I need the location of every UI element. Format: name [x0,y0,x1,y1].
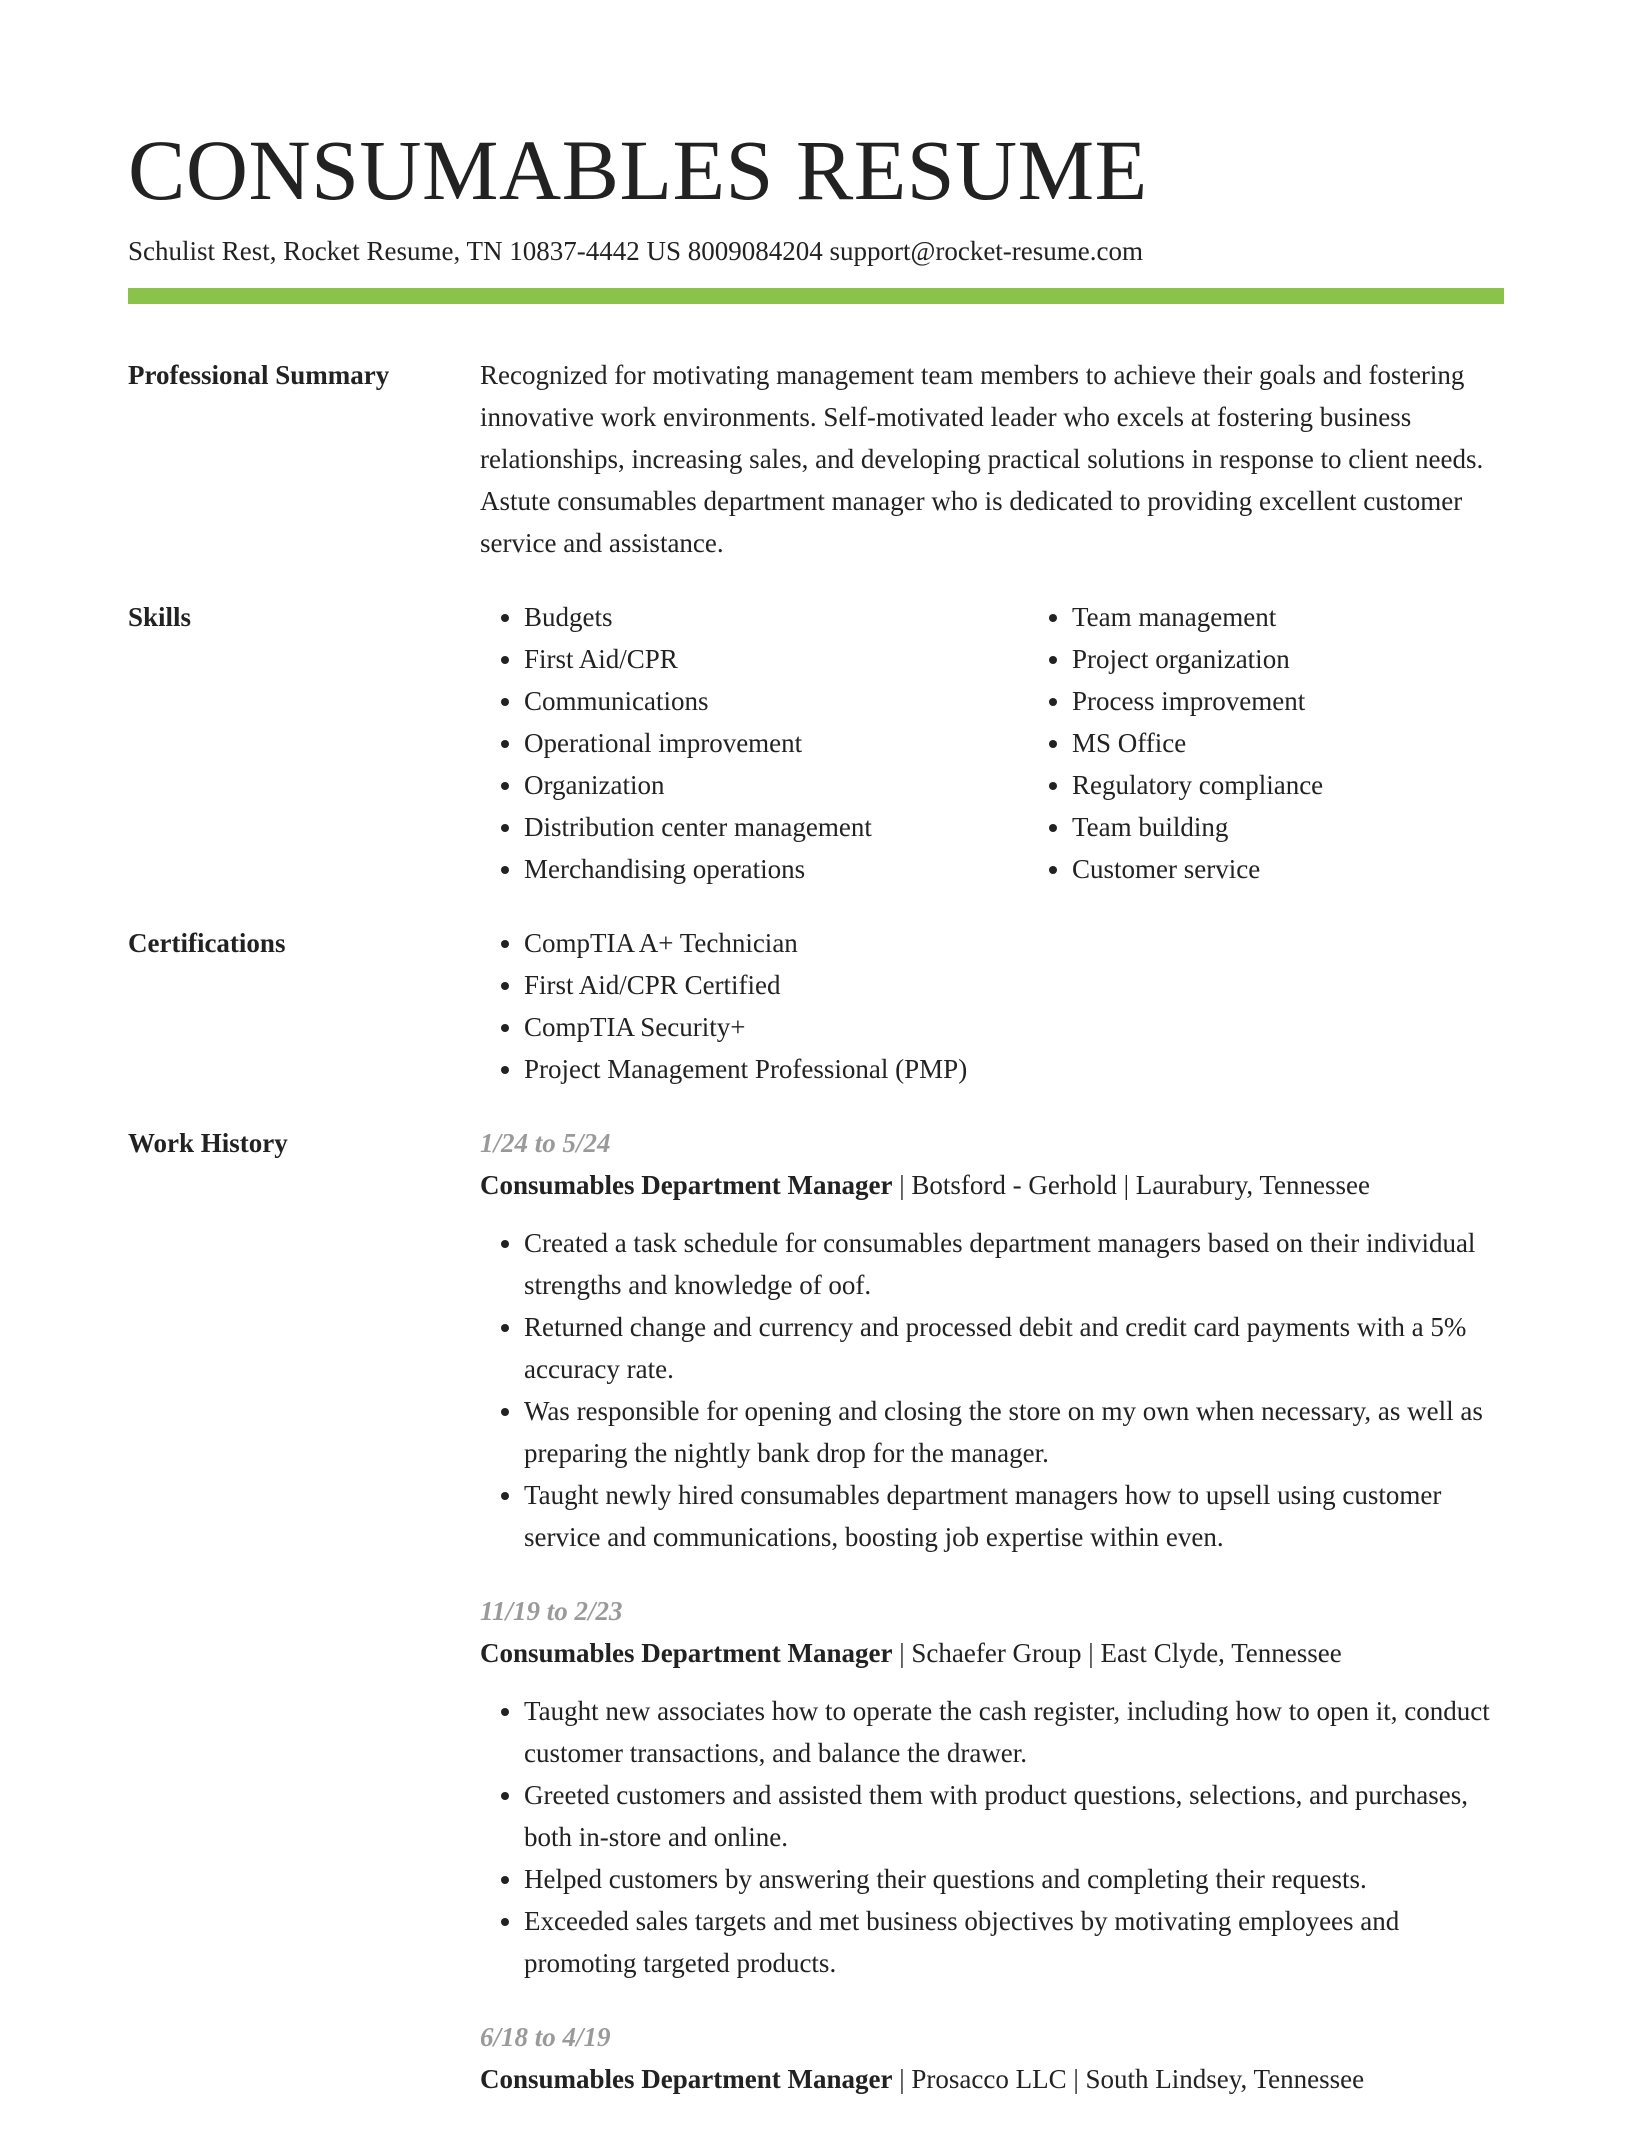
job-dates: 6/18 to 4/19 [480,2022,611,2052]
job-bullets [480,1690,1504,1984]
skill-item: • Distribution center management [524,806,1028,848]
job-entry [480,1122,1504,1558]
summary-text: Recognized for motivating management team members to achieve their goals and fostering innovative work environments. Self-motivated leader who excels at fostering business relationships, increasing sales, and developing practical solutions in response to client needs. Astute consumables department manager who is dedicated to providing excellent customer service and assistance. [480,360,1484,558]
certification-item: • CompTIA Security+ [524,1006,1504,1048]
summary-body [480,354,1504,564]
work-history-section [128,1122,1504,2132]
job-bullets [480,1222,1504,1558]
section-label-skills: Skills [128,602,192,632]
skills-body [480,596,1576,890]
skill-item: • MS Office [1072,722,1576,764]
skill-item: • Communications [524,680,1028,722]
job-bullet: • Was responsible for opening and closing the store on my own when necessary, as well as preparing the nightly bank drop for the manager. [524,1390,1504,1474]
section-label-summary: Professional Summary [128,360,390,390]
skill-item: • Merchandising operations [524,848,1028,890]
job-title-line [480,1164,1504,1206]
job-dates: 1/24 to 5/24 [480,1128,611,1158]
section-label-work-history: Work History [128,1128,288,1158]
job-details: | Schaefer Group | East Clyde, Tennessee [892,1638,1342,1668]
skill-item: • Team building [1072,806,1576,848]
skills-section [128,596,1504,890]
skill-item: • Project organization [1072,638,1576,680]
job-bullet: • Helped customers by answering their questions and completing their requests. [524,1858,1504,1900]
certifications-section [128,922,1504,1090]
resume-name: CONSUMABLES RESUME [128,122,1148,218]
certification-item: • CompTIA A+ Technician [524,922,1504,964]
job-entry [480,2016,1504,2100]
contact-line: Schulist Rest, Rocket Resume, TN 10837-4442 US 8009084204 support@rocket-resume.com [128,236,1144,266]
job-title: Consumables Department Manager [480,1638,893,1668]
header-divider [128,288,1504,304]
skill-item: • Organization [524,764,1028,806]
job-details: | Botsford - Gerhold | Laurabury, Tennessee [892,1170,1371,1200]
job-title-line [480,1632,1504,1674]
skill-item: • Team management [1072,596,1576,638]
certification-item: • Project Management Professional (PMP) [524,1048,1504,1090]
skill-item: • First Aid/CPR [524,638,1028,680]
skill-item: • Process improvement [1072,680,1576,722]
skill-item: • Operational improvement [524,722,1028,764]
job-bullet: • Greeted customers and assisted them with product questions, selections, and purchases, both in-store and online. [524,1774,1504,1858]
job-entry [480,1590,1504,1984]
job-bullet: • Created a task schedule for consumables department managers based on their individual strengths and knowledge of oof. [524,1222,1504,1306]
job-bullet: • Returned change and currency and processed debit and credit card payments with a 5% accuracy rate. [524,1306,1504,1390]
job-title: Consumables Department Manager [480,2064,893,2094]
summary-section [128,354,1504,564]
job-bullet: • Taught newly hired consumables department managers how to upsell using customer service and communications, boosting job expertise within even. [524,1474,1504,1558]
skill-item: • Budgets [524,596,1028,638]
certifications-list [480,922,1504,1090]
certification-item: • First Aid/CPR Certified [524,964,1504,1006]
job-details: | Prosacco LLC | South Lindsey, Tennessee [892,2064,1365,2094]
skill-item: • Customer service [1072,848,1576,890]
job-title-line [480,2058,1504,2100]
job-dates: 11/19 to 2/23 [480,1596,623,1626]
job-bullet: • Exceeded sales targets and met business objectives by motivating employees and promoting targeted products. [524,1900,1504,1984]
skills-column-1 [480,596,1028,890]
job-bullet: • Taught new associates how to operate the cash register, including how to open it, conduct customer transactions, and balance the drawer. [524,1690,1504,1774]
skills-column-2 [1028,596,1576,890]
certifications-body [480,922,1504,1090]
job-title: Consumables Department Manager [480,1170,893,1200]
skill-item: • Regulatory compliance [1072,764,1576,806]
work-history-body [480,1122,1504,2132]
section-label-certifications: Certifications [128,928,286,958]
